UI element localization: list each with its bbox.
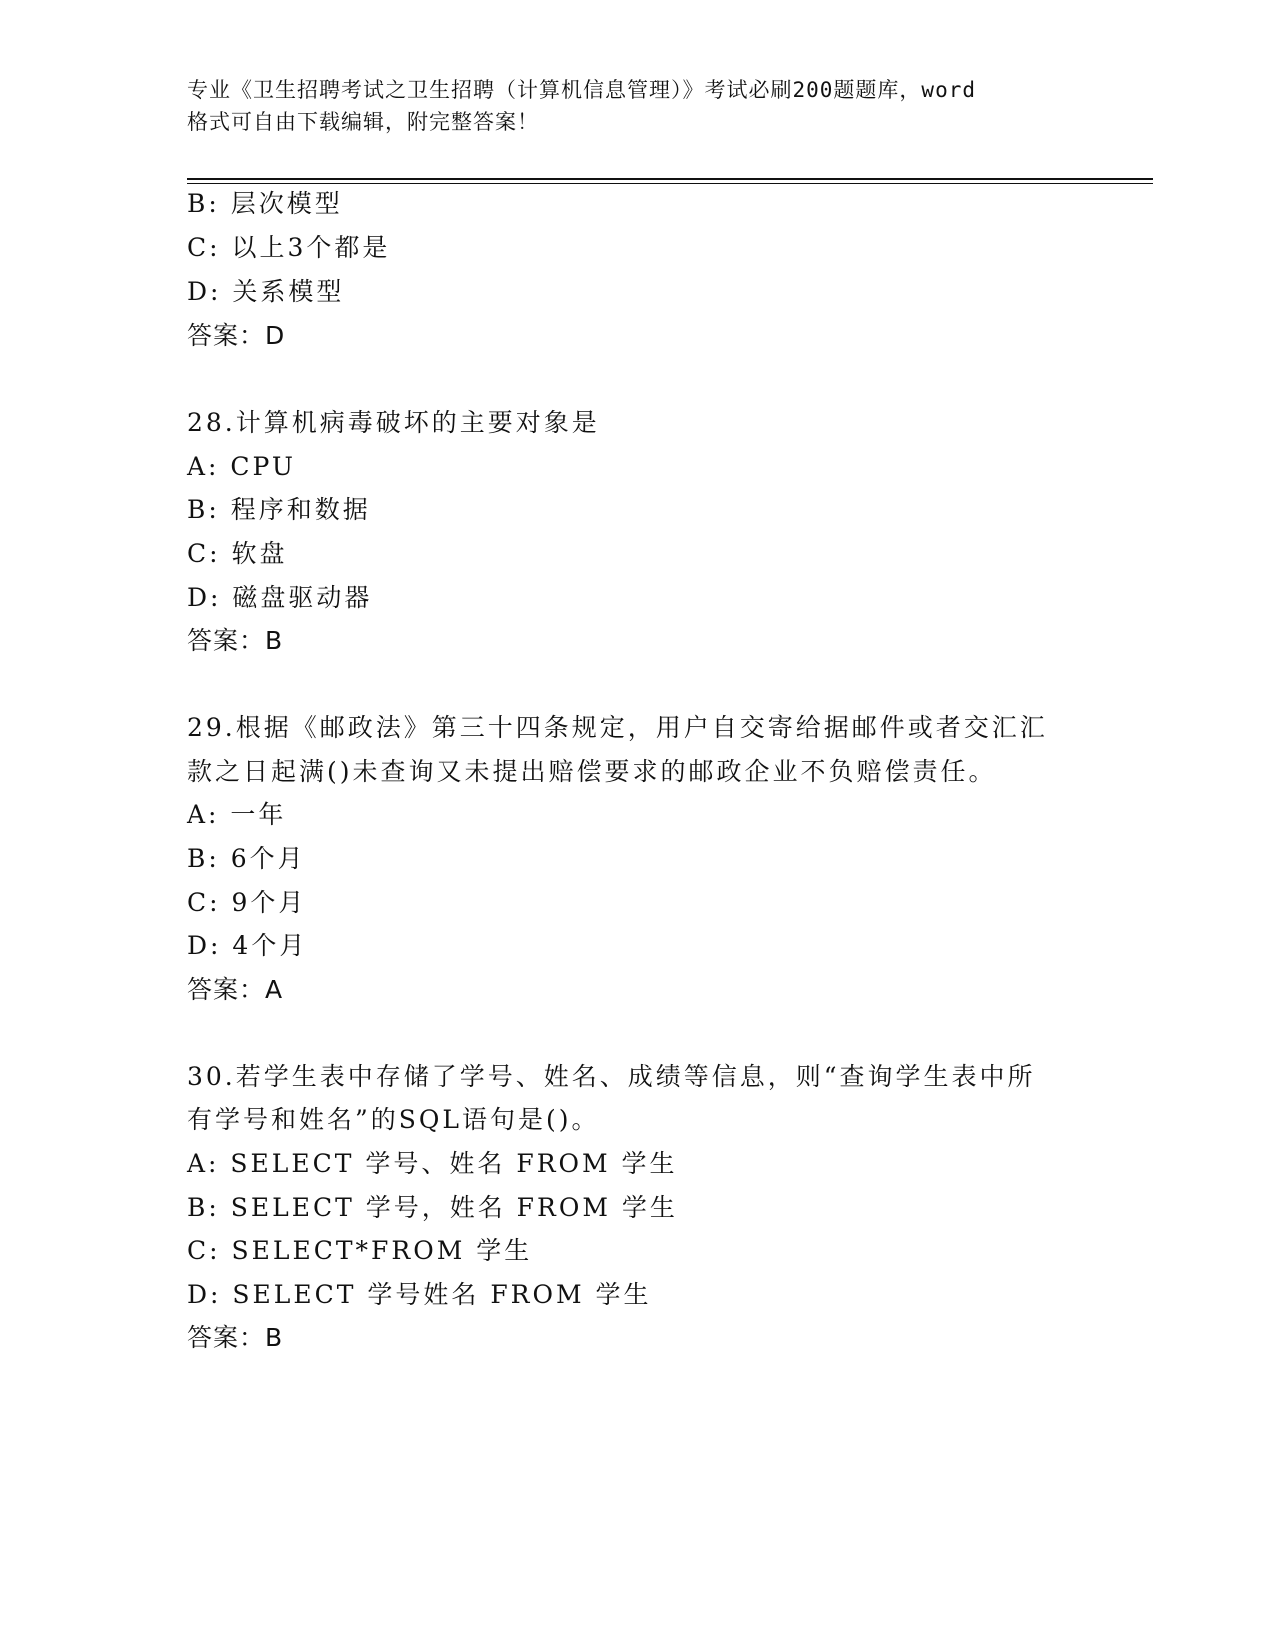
option-b: B: 程序和数据 (187, 495, 371, 524)
option-b: B: 层次模型 (187, 189, 343, 218)
option-c: C: 9个月 (187, 888, 307, 917)
option-b: B: SELECT 学号，姓名 FROM 学生 (187, 1193, 678, 1222)
question-stem-line: 30.若学生表中存储了学号、姓名、成绩等信息，则“查询学生表中所 (187, 1062, 1036, 1091)
question-stem-line: 有学号和姓名”的SQL语句是()。 (187, 1105, 600, 1134)
document-header (187, 74, 1087, 138)
option-a: A: 一年 (187, 800, 287, 829)
header-divider-thick (187, 178, 1153, 180)
option-d: D: 磁盘驱动器 (187, 583, 373, 612)
option-c: C: 软盘 (187, 539, 288, 568)
answer-line: 答案：B (187, 1323, 284, 1352)
option-c: C: 以上3个都是 (187, 233, 391, 262)
question-stem-line: 29.根据《邮政法》第三十四条规定，用户自交寄给据邮件或者交汇汇 (187, 713, 1048, 742)
question-stem-line: 28.计算机病毒破坏的主要对象是 (187, 408, 600, 437)
option-d: D: 关系模型 (187, 277, 345, 306)
question-stem-line: 款之日起满()未查询又未提出赔偿要求的邮政企业不负赔偿责任。 (187, 757, 997, 786)
option-a: A: CPU (187, 452, 297, 481)
answer-line: 答案：D (187, 321, 286, 350)
option-b: B: 6个月 (187, 844, 306, 873)
option-d: D: SELECT 学号姓名 FROM 学生 (187, 1280, 652, 1309)
header-line-2: 格式可自由下载编辑，附完整答案！ (187, 110, 539, 134)
answer-line: 答案：A (187, 975, 284, 1004)
option-c: C: SELECT*FROM 学生 (187, 1236, 533, 1265)
header-divider-thin (187, 183, 1153, 184)
header-line-1: 专业《卫生招聘考试之卫生招聘（计算机信息管理）》考试必刷200题题库，word (187, 78, 976, 102)
answer-line: 答案：B (187, 626, 284, 655)
option-d: D: 4个月 (187, 931, 308, 960)
option-a: A: SELECT 学号、姓名 FROM 学生 (187, 1149, 678, 1178)
